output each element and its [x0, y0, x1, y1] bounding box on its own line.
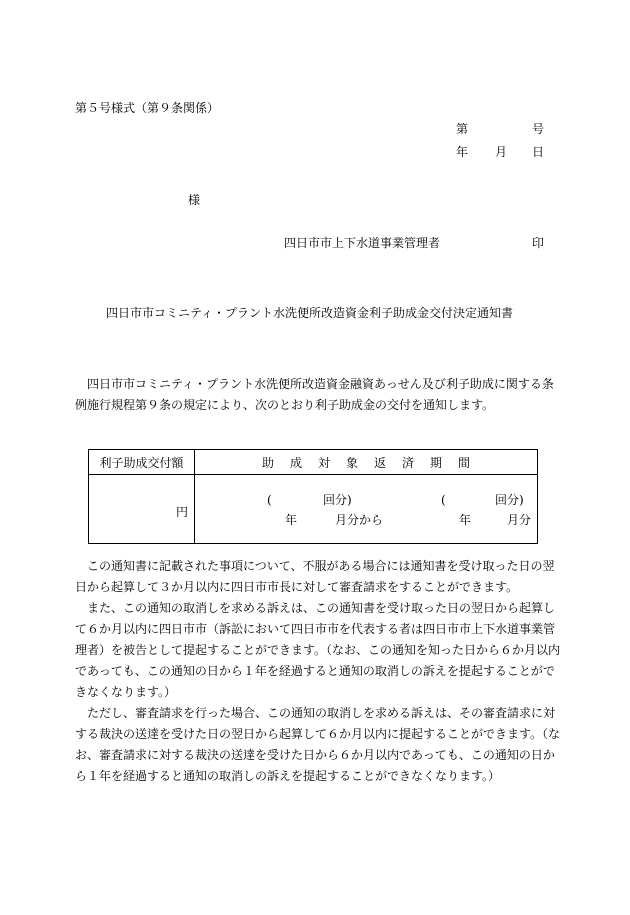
- notice-paragraph-1: この通知書に記載された事項について、不服がある場合には通知書を受け取った日の翌日から起算して３か月以内に四日市市長に対して審査請求をすることができます。: [75, 559, 555, 594]
- date-day-label: 日: [532, 145, 545, 159]
- header-char: 対: [317, 455, 330, 470]
- start-year-label: 年: [285, 513, 298, 527]
- header-char: 間: [458, 455, 471, 470]
- end-month-label: 月分: [507, 513, 532, 527]
- intro-text: 四日市市コミニティ・プラント水洗便所改造資金融資あっせん及び利子助成に関する条例施行規程第９条の規定により、次のとおり利子助成金の交付を通知します。: [75, 377, 554, 412]
- sender-name: 四日市市上下水道事業管理者: [284, 236, 441, 250]
- seal-mark: 印: [532, 236, 545, 250]
- open-paren-end: (: [441, 493, 446, 507]
- date-month-label: 月: [495, 145, 508, 159]
- count-start: 回分): [323, 493, 352, 507]
- table-header-row: [89, 450, 538, 475]
- header-repayment-period: [195, 450, 538, 475]
- yen-unit: 円: [175, 505, 188, 519]
- header-char: 済: [402, 455, 415, 470]
- form-label: 第５号様式（第９条関係）: [75, 101, 220, 115]
- end-year-label: 年: [459, 513, 472, 527]
- header-char: 返: [374, 455, 387, 470]
- header-grant-amount: 利子助成交付額: [89, 450, 195, 475]
- document-title: 四日市市コミニティ・プラント水洗便所改造資金利子助成金交付決定通知書: [106, 306, 514, 320]
- intro-paragraph: [75, 374, 565, 416]
- start-month-label: 月分から: [335, 513, 384, 527]
- open-paren-start: (: [267, 493, 272, 507]
- number-label-left: 第: [456, 122, 469, 136]
- header-char: 助: [261, 455, 274, 470]
- grant-table: [88, 449, 538, 544]
- count-end: 回分): [495, 493, 524, 507]
- date-year-label: 年: [456, 145, 469, 159]
- addressee-honorific: 様: [188, 193, 201, 207]
- notice-paragraph-2: また、この通知の取消しを求める訴えは、この通知書を受け取った日の翌日から起算して６か月以内に四日市市（訴訟において四日市市を代表する者は四日市市上下水道事業管理者）を被告として提起することができます。（なお、この通知を知った日から６か月以内であっても、この通知の日から１年を経過すると通知の取消しの訴えを提起することができなくなります。）: [75, 601, 561, 699]
- grant-amount-cell[interactable]: [89, 475, 195, 544]
- table-body-row: [89, 475, 538, 544]
- repayment-period-cell[interactable]: [195, 475, 538, 544]
- number-label-right: 号: [532, 122, 545, 136]
- header-char: 象: [345, 455, 358, 470]
- notice-paragraph-3: ただし、審査請求を行った場合、この通知の取消しを求める訴えは、その審査請求に対する裁決の送達を受けた日の翌日から起算して６か月以内に提起することができます。（なお、審査請求に対する裁決の送達を受けた日から６か月以内であっても、この通知の日から１年を経過すると通知の取消しの訴えを提起することができなくなります。）: [75, 706, 561, 783]
- header-char: 期: [430, 455, 443, 470]
- notice-section: [75, 556, 565, 787]
- header-char: 成: [289, 455, 302, 470]
